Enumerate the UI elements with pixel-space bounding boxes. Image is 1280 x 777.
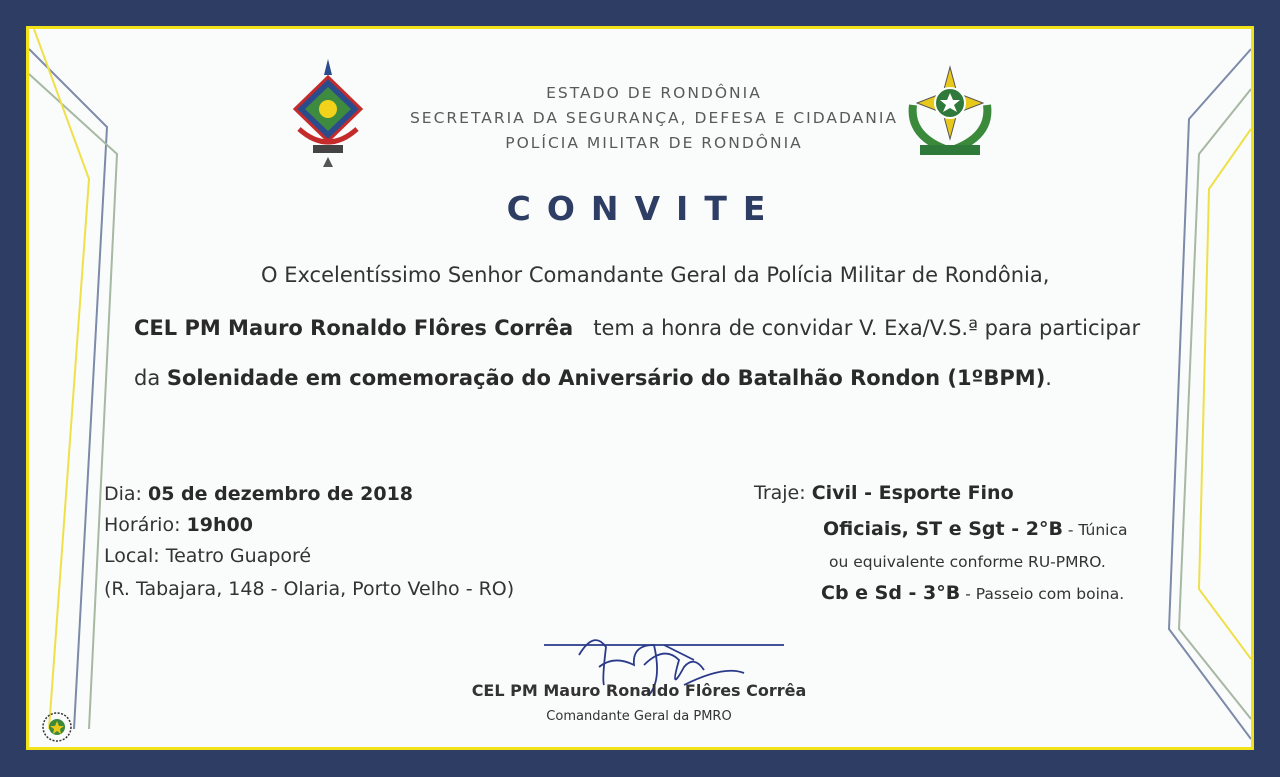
body-line-2-rest: tem a honra de convidar V. Exa/V.S.ª para participar — [593, 316, 1141, 340]
page-title: CONVITE — [506, 189, 782, 228]
time-label: Horário: — [104, 514, 187, 536]
handwritten-signature — [544, 625, 814, 715]
event-time — [104, 514, 253, 536]
body-line-2 — [134, 316, 1144, 340]
dress-enlisted — [821, 582, 1124, 604]
event-date — [104, 483, 413, 505]
dress-label: Traje: — [754, 482, 812, 504]
commander-name: CEL PM Mauro Ronaldo Flôres Corrêa — [134, 316, 574, 340]
signatory-role: Comandante Geral da PMRO — [546, 709, 732, 724]
dress-code — [754, 482, 1014, 504]
seal-emblem-icon — [41, 711, 73, 743]
dress-value: Civil - Esporte Fino — [811, 482, 1014, 504]
header-police: POLÍCIA MILITAR DE RONDÔNIA — [505, 134, 803, 152]
event-location — [104, 545, 311, 567]
location-value: Teatro Guaporé — [165, 545, 312, 567]
enlisted-uniform: Cb e Sd - 3°B — [821, 582, 961, 604]
dress-officers-line2: ou equivalente conforme RU-PMRO. — [829, 553, 1106, 571]
officers-uniform: Oficiais, ST e Sgt - 2°B — [823, 518, 1063, 540]
officers-uniform-detail: - Túnica — [1062, 521, 1128, 539]
body-line-1: O Excelentíssimo Senhor Comandante Geral da Polícia Militar de Rondônia, — [261, 263, 1050, 287]
time-value: 19h00 — [186, 514, 253, 536]
location-label: Local: — [104, 545, 166, 567]
header-state: ESTADO DE RONDÔNIA — [546, 84, 762, 102]
signatory-name: CEL PM Mauro Ronaldo Flôres Corrêa — [471, 681, 807, 700]
event-address: (R. Tabajara, 148 - Olaria, Porto Velho - RO) — [104, 578, 515, 600]
dress-officers — [823, 518, 1127, 540]
enlisted-uniform-detail: - Passeio com boina. — [960, 585, 1125, 603]
body-line-3-suffix: . — [1045, 366, 1052, 390]
invitation-card — [26, 26, 1254, 750]
date-label: Dia: — [104, 483, 148, 505]
header-secretariat: SECRETARIA DA SEGURANÇA, DEFESA E CIDADANIA — [409, 109, 899, 127]
date-value: 05 de dezembro de 2018 — [148, 483, 414, 505]
institution-header — [369, 81, 939, 156]
event-name: Solenidade em comemoração do Aniversário do Batalhão Rondon (1ºBPM) — [166, 366, 1046, 390]
body-line-3-prefix: da — [134, 366, 167, 390]
body-line-3 — [134, 366, 1144, 390]
rondonia-coat-of-arms-icon — [291, 59, 365, 167]
